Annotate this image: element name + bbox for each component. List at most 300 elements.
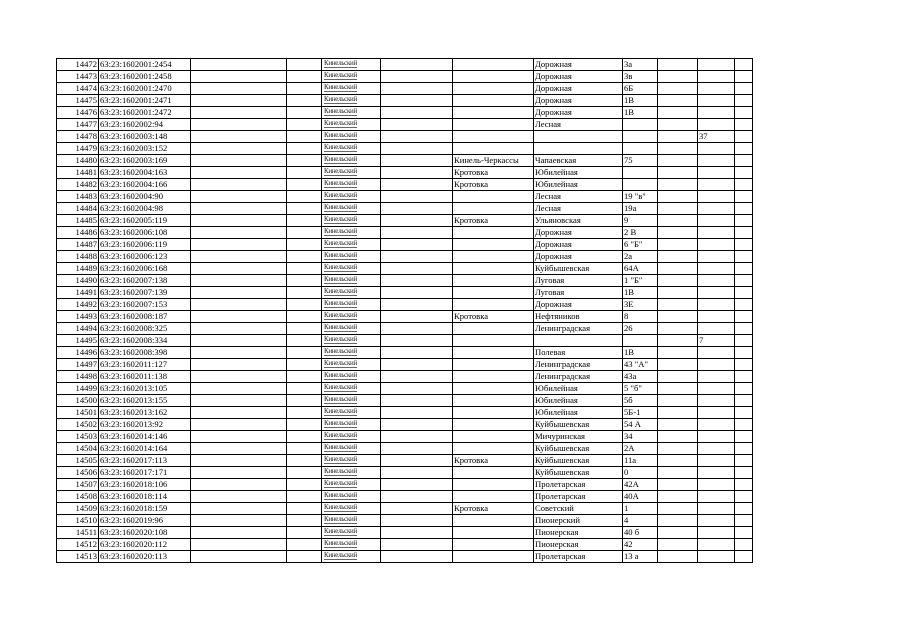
extra-cell: [698, 371, 735, 383]
house-cell: 1В: [623, 347, 658, 359]
locality-cell: [453, 491, 534, 503]
empty-cell: [735, 419, 753, 431]
district-label: Кинельский: [324, 527, 357, 535]
empty-cell: [381, 287, 453, 299]
table-row: [57, 227, 753, 239]
row-number-cell: 14485: [57, 215, 99, 227]
street-cell: Дорожная: [534, 227, 623, 239]
house-cell: 5Б-1: [623, 407, 658, 419]
row-number-cell: 14499: [57, 383, 99, 395]
empty-cell: [735, 503, 753, 515]
table-row: [57, 95, 753, 107]
empty-cell: [287, 179, 322, 191]
cadastral-number-cell: 63:23:1602007:139: [99, 287, 191, 299]
empty-cell: [381, 335, 453, 347]
empty-cell: [735, 191, 753, 203]
empty-cell: [658, 503, 698, 515]
empty-cell: [191, 467, 287, 479]
empty-cell: [191, 515, 287, 527]
empty-cell: [191, 131, 287, 143]
row-number-cell: 14509: [57, 503, 99, 515]
cadastral-number-cell: 63:23:1602004:90: [99, 191, 191, 203]
district-cell: [322, 311, 381, 323]
empty-cell: [191, 179, 287, 191]
empty-cell: [191, 287, 287, 299]
extra-cell: [698, 347, 735, 359]
district-cell: [322, 119, 381, 131]
empty-cell: [191, 311, 287, 323]
row-number-cell: 14493: [57, 311, 99, 323]
empty-cell: [658, 467, 698, 479]
empty-cell: [658, 275, 698, 287]
house-cell: 1В: [623, 107, 658, 119]
empty-cell: [191, 359, 287, 371]
table-row: [57, 443, 753, 455]
cadastral-number-cell: 63:23:1602007:138: [99, 275, 191, 287]
street-cell: Пионерский: [534, 515, 623, 527]
table-row: [57, 119, 753, 131]
empty-cell: [658, 455, 698, 467]
empty-cell: [381, 419, 453, 431]
empty-cell: [658, 203, 698, 215]
locality-cell: [453, 191, 534, 203]
table-row: [57, 191, 753, 203]
empty-cell: [381, 503, 453, 515]
street-cell: Лесная: [534, 203, 623, 215]
house-cell: 54 А: [623, 419, 658, 431]
table-row: [57, 431, 753, 443]
street-cell: Ульяновская: [534, 215, 623, 227]
district-cell: [322, 539, 381, 551]
extra-cell: [698, 467, 735, 479]
table-row: [57, 167, 753, 179]
empty-cell: [735, 143, 753, 155]
empty-cell: [381, 359, 453, 371]
empty-cell: [658, 59, 698, 71]
empty-cell: [191, 347, 287, 359]
empty-cell: [287, 155, 322, 167]
district-label: Кинельский: [324, 443, 357, 451]
extra-cell: [698, 119, 735, 131]
house-cell: 9: [623, 215, 658, 227]
empty-cell: [191, 59, 287, 71]
district-cell: [322, 299, 381, 311]
street-cell: Чапаевская: [534, 155, 623, 167]
extra-cell: [698, 503, 735, 515]
locality-cell: [453, 299, 534, 311]
extra-cell: [698, 395, 735, 407]
empty-cell: [658, 515, 698, 527]
extra-cell: [698, 227, 735, 239]
empty-cell: [658, 287, 698, 299]
empty-cell: [381, 491, 453, 503]
district-label: Кинельский: [324, 191, 357, 199]
locality-cell: Кинель-Черкассы: [453, 155, 534, 167]
cadastral-number-cell: 63:23:1602005:119: [99, 215, 191, 227]
house-cell: 19 "в": [623, 191, 658, 203]
empty-cell: [735, 179, 753, 191]
district-cell: [322, 443, 381, 455]
table-row: [57, 479, 753, 491]
district-cell: [322, 335, 381, 347]
empty-cell: [735, 227, 753, 239]
empty-cell: [658, 299, 698, 311]
house-cell: 2а: [623, 251, 658, 263]
locality-cell: [453, 479, 534, 491]
district-label: Кинельский: [324, 335, 357, 343]
house-cell: 3в: [623, 71, 658, 83]
cadastral-number-cell: 63:23:1602006:168: [99, 263, 191, 275]
house-cell: 13 а: [623, 551, 658, 563]
locality-cell: Кротовка: [453, 455, 534, 467]
empty-cell: [658, 71, 698, 83]
district-label: Кинельский: [324, 143, 357, 151]
empty-cell: [381, 155, 453, 167]
district-label: Кинельский: [324, 83, 357, 91]
empty-cell: [287, 167, 322, 179]
empty-cell: [381, 311, 453, 323]
empty-cell: [287, 131, 322, 143]
empty-cell: [381, 551, 453, 563]
empty-cell: [735, 83, 753, 95]
district-cell: [322, 203, 381, 215]
extra-cell: [698, 527, 735, 539]
empty-cell: [381, 539, 453, 551]
empty-cell: [287, 395, 322, 407]
district-label: Кинельский: [324, 203, 357, 211]
empty-cell: [287, 491, 322, 503]
empty-cell: [287, 59, 322, 71]
extra-cell: [698, 155, 735, 167]
cadastral-number-cell: 63:23:1602013:155: [99, 395, 191, 407]
house-cell: 1В: [623, 287, 658, 299]
locality-cell: [453, 431, 534, 443]
cadastral-number-cell: 63:23:1602001:2472: [99, 107, 191, 119]
house-cell: 42: [623, 539, 658, 551]
extra-cell: [698, 251, 735, 263]
district-label: Кинельский: [324, 407, 357, 415]
district-label: Кинельский: [324, 59, 357, 67]
house-cell: 3Е: [623, 299, 658, 311]
extra-cell: [698, 455, 735, 467]
empty-cell: [735, 299, 753, 311]
street-cell: Юбилейная: [534, 383, 623, 395]
district-label: Кинельский: [324, 71, 357, 79]
street-cell: Пролетарская: [534, 479, 623, 491]
empty-cell: [191, 203, 287, 215]
empty-cell: [658, 395, 698, 407]
district-cell: [322, 371, 381, 383]
row-number-cell: 14507: [57, 479, 99, 491]
street-cell: Куйбышевская: [534, 263, 623, 275]
district-label: Кинельский: [324, 323, 357, 331]
extra-cell: [698, 107, 735, 119]
empty-cell: [735, 359, 753, 371]
empty-cell: [287, 263, 322, 275]
house-cell: 40 б: [623, 527, 658, 539]
table-row: [57, 215, 753, 227]
district-cell: [322, 263, 381, 275]
empty-cell: [191, 155, 287, 167]
table-row: [57, 155, 753, 167]
district-cell: [322, 143, 381, 155]
district-label: Кинельский: [324, 275, 357, 283]
cadastral-number-cell: 63:23:1602002:94: [99, 119, 191, 131]
locality-cell: [453, 107, 534, 119]
empty-cell: [658, 323, 698, 335]
house-cell: 5 "б": [623, 383, 658, 395]
empty-cell: [287, 335, 322, 347]
empty-cell: [287, 347, 322, 359]
extra-cell: [698, 407, 735, 419]
street-cell: Луговая: [534, 287, 623, 299]
cadastral-number-cell: 63:23:1602007:153: [99, 299, 191, 311]
district-label: Кинельский: [324, 359, 357, 367]
empty-cell: [287, 143, 322, 155]
district-label: Кинельский: [324, 551, 357, 559]
locality-cell: Кротовка: [453, 179, 534, 191]
row-number-cell: 14500: [57, 395, 99, 407]
locality-cell: [453, 239, 534, 251]
empty-cell: [735, 527, 753, 539]
empty-cell: [287, 203, 322, 215]
locality-cell: [453, 131, 534, 143]
empty-cell: [191, 443, 287, 455]
empty-cell: [191, 263, 287, 275]
row-number-cell: 14490: [57, 275, 99, 287]
district-label: Кинельский: [324, 167, 357, 175]
empty-cell: [381, 383, 453, 395]
empty-cell: [658, 191, 698, 203]
empty-cell: [735, 407, 753, 419]
house-cell: [623, 179, 658, 191]
district-label: Кинельский: [324, 287, 357, 295]
empty-cell: [287, 383, 322, 395]
table-row: [57, 299, 753, 311]
empty-cell: [191, 239, 287, 251]
empty-cell: [287, 107, 322, 119]
table-row: [57, 335, 753, 347]
locality-cell: [453, 143, 534, 155]
empty-cell: [735, 311, 753, 323]
empty-cell: [735, 215, 753, 227]
extra-cell: [698, 167, 735, 179]
empty-cell: [287, 407, 322, 419]
empty-cell: [735, 371, 753, 383]
empty-cell: [735, 479, 753, 491]
district-label: Кинельский: [324, 419, 357, 427]
cadastral-number-cell: 63:23:1602014:146: [99, 431, 191, 443]
empty-cell: [735, 539, 753, 551]
empty-cell: [381, 239, 453, 251]
district-cell: [322, 551, 381, 563]
street-cell: Дорожная: [534, 239, 623, 251]
empty-cell: [287, 467, 322, 479]
house-cell: [623, 143, 658, 155]
empty-cell: [735, 71, 753, 83]
table-row: [57, 251, 753, 263]
row-number-cell: 14488: [57, 251, 99, 263]
extra-cell: [698, 443, 735, 455]
empty-cell: [381, 395, 453, 407]
cadastral-number-cell: 63:23:1602011:138: [99, 371, 191, 383]
district-label: Кинельский: [324, 155, 357, 163]
empty-cell: [381, 527, 453, 539]
district-cell: [322, 215, 381, 227]
empty-cell: [658, 107, 698, 119]
row-number-cell: 14479: [57, 143, 99, 155]
row-number-cell: 14505: [57, 455, 99, 467]
district-cell: [322, 251, 381, 263]
empty-cell: [735, 239, 753, 251]
district-cell: [322, 95, 381, 107]
empty-cell: [191, 491, 287, 503]
empty-cell: [191, 479, 287, 491]
street-cell: Нефтяников: [534, 311, 623, 323]
row-number-cell: 14484: [57, 203, 99, 215]
empty-cell: [735, 551, 753, 563]
empty-cell: [735, 119, 753, 131]
house-cell: 6 "Б": [623, 239, 658, 251]
table-row: [57, 107, 753, 119]
table-row: [57, 83, 753, 95]
street-cell: Лесная: [534, 119, 623, 131]
empty-cell: [381, 71, 453, 83]
street-cell: Куйбышевская: [534, 419, 623, 431]
locality-cell: [453, 323, 534, 335]
empty-cell: [658, 179, 698, 191]
district-label: Кинельский: [324, 263, 357, 271]
cadastral-number-cell: 63:23:1602008:398: [99, 347, 191, 359]
empty-cell: [735, 431, 753, 443]
empty-cell: [735, 455, 753, 467]
row-number-cell: 14477: [57, 119, 99, 131]
table-row: [57, 395, 753, 407]
extra-cell: 37: [698, 131, 735, 143]
locality-cell: [453, 59, 534, 71]
street-cell: [534, 143, 623, 155]
street-cell: Юбилейная: [534, 407, 623, 419]
empty-cell: [287, 419, 322, 431]
row-number-cell: 14511: [57, 527, 99, 539]
empty-cell: [191, 407, 287, 419]
locality-cell: [453, 551, 534, 563]
empty-cell: [191, 83, 287, 95]
cadastral-number-cell: 63:23:1602006:123: [99, 251, 191, 263]
empty-cell: [381, 119, 453, 131]
empty-cell: [381, 443, 453, 455]
house-cell: 4: [623, 515, 658, 527]
empty-cell: [191, 143, 287, 155]
cadastral-number-cell: 63:23:1602001:2454: [99, 59, 191, 71]
street-cell: Луговая: [534, 275, 623, 287]
street-cell: [534, 335, 623, 347]
district-label: Кинельский: [324, 503, 357, 511]
extra-cell: [698, 263, 735, 275]
empty-cell: [381, 203, 453, 215]
empty-cell: [735, 347, 753, 359]
table-row: [57, 491, 753, 503]
locality-cell: [453, 383, 534, 395]
locality-cell: [453, 515, 534, 527]
district-label: Кинельский: [324, 179, 357, 187]
empty-cell: [191, 323, 287, 335]
street-cell: Полевая: [534, 347, 623, 359]
row-number-cell: 14487: [57, 239, 99, 251]
row-number-cell: 14512: [57, 539, 99, 551]
extra-cell: [698, 95, 735, 107]
house-cell: 43а: [623, 371, 658, 383]
empty-cell: [381, 167, 453, 179]
extra-cell: [698, 179, 735, 191]
empty-cell: [191, 335, 287, 347]
row-number-cell: 14474: [57, 83, 99, 95]
extra-cell: [698, 191, 735, 203]
street-cell: Дорожная: [534, 71, 623, 83]
locality-cell: Кротовка: [453, 167, 534, 179]
empty-cell: [191, 455, 287, 467]
house-cell: 34: [623, 431, 658, 443]
district-cell: [322, 515, 381, 527]
table-row: [57, 311, 753, 323]
locality-cell: [453, 443, 534, 455]
empty-cell: [191, 539, 287, 551]
house-cell: 75: [623, 155, 658, 167]
empty-cell: [735, 395, 753, 407]
empty-cell: [658, 407, 698, 419]
empty-cell: [287, 551, 322, 563]
street-cell: Дорожная: [534, 251, 623, 263]
empty-cell: [658, 431, 698, 443]
district-cell: [322, 395, 381, 407]
empty-cell: [287, 539, 322, 551]
empty-cell: [658, 551, 698, 563]
district-label: Кинельский: [324, 479, 357, 487]
empty-cell: [191, 551, 287, 563]
house-cell: 11а: [623, 455, 658, 467]
empty-cell: [287, 371, 322, 383]
empty-cell: [191, 107, 287, 119]
empty-cell: [287, 431, 322, 443]
table-row: [57, 527, 753, 539]
locality-cell: [453, 203, 534, 215]
empty-cell: [658, 227, 698, 239]
locality-cell: [453, 467, 534, 479]
row-number-cell: 14496: [57, 347, 99, 359]
cadastral-number-cell: 63:23:1602013:92: [99, 419, 191, 431]
district-label: Кинельский: [324, 515, 357, 523]
empty-cell: [735, 335, 753, 347]
empty-cell: [658, 167, 698, 179]
locality-cell: [453, 251, 534, 263]
empty-cell: [381, 179, 453, 191]
empty-cell: [191, 191, 287, 203]
table-row: [57, 407, 753, 419]
row-number-cell: 14498: [57, 371, 99, 383]
house-cell: [623, 131, 658, 143]
row-number-cell: 14489: [57, 263, 99, 275]
cadastral-number-cell: 63:23:1602018:106: [99, 479, 191, 491]
empty-cell: [287, 503, 322, 515]
street-cell: Куйбышевская: [534, 443, 623, 455]
empty-cell: [381, 83, 453, 95]
empty-cell: [735, 59, 753, 71]
empty-cell: [658, 311, 698, 323]
cadastral-number-cell: 63:23:1602013:162: [99, 407, 191, 419]
cadastral-number-cell: 63:23:1602017:171: [99, 467, 191, 479]
row-number-cell: 14506: [57, 467, 99, 479]
empty-cell: [191, 167, 287, 179]
